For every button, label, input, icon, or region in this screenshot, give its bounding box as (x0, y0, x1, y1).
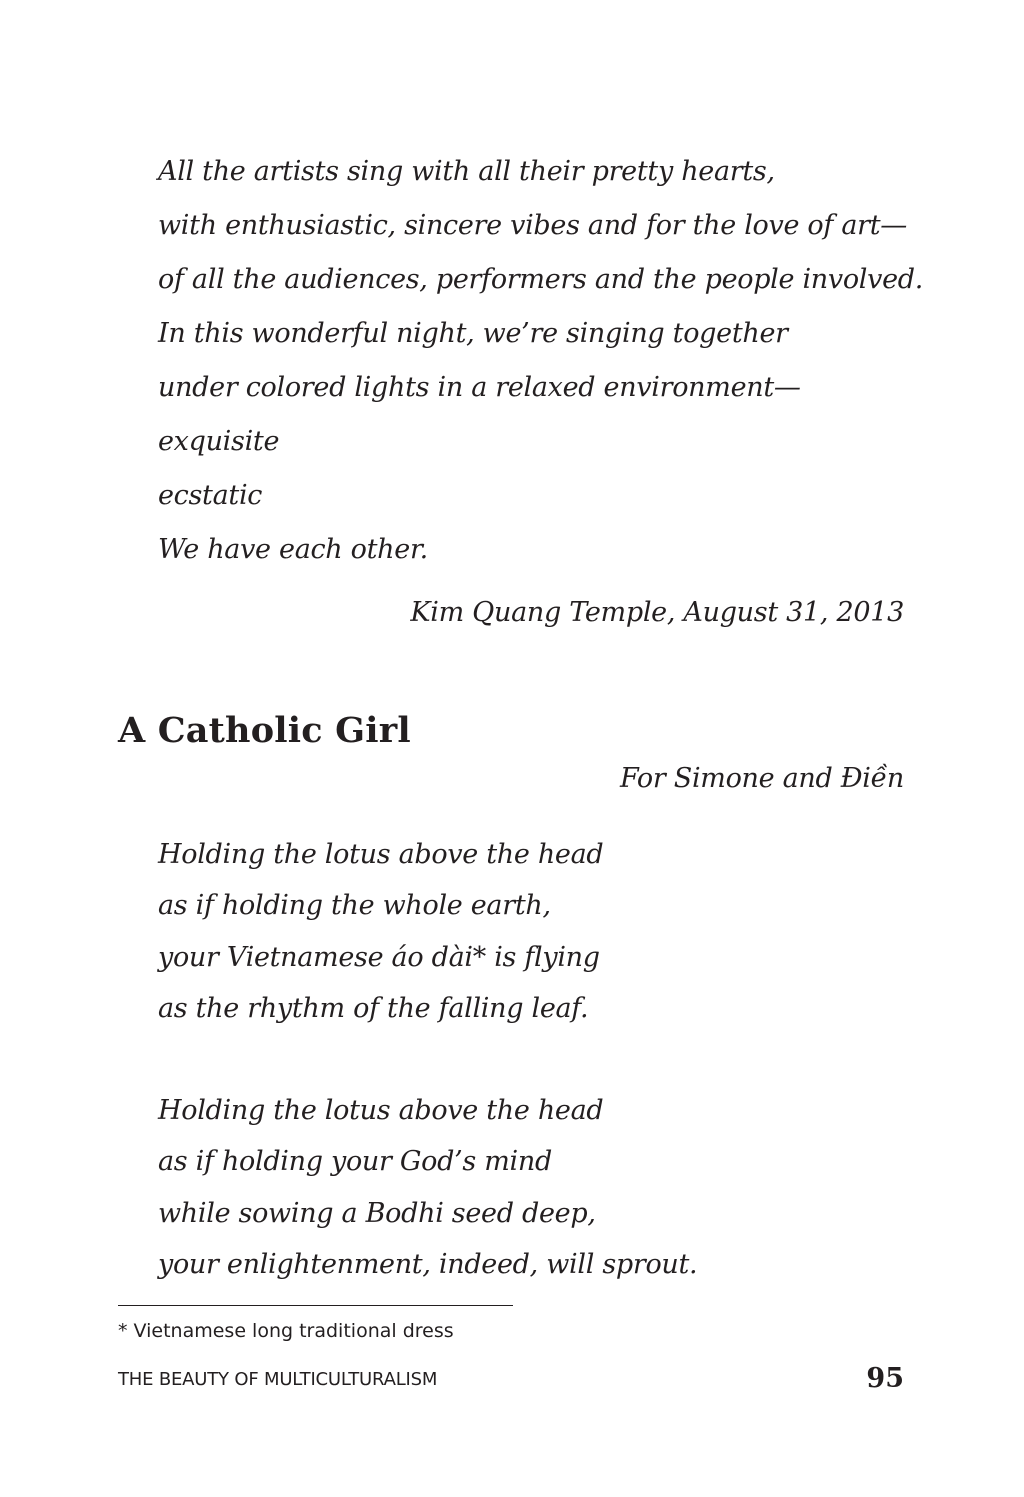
poem-line: Holding the lotus above the head (158, 1095, 604, 1126)
poem-title: A Catholic Girl (118, 710, 411, 751)
poem-dedication: For Simone and Điền (619, 763, 904, 794)
poem-line: In this wonderful night, we’re singing together (158, 318, 788, 349)
poem-stanza-2 (158, 1085, 697, 1290)
poem-line: as if holding the whole earth, (158, 890, 551, 922)
poem-line: under colored lights in a relaxed environment— (158, 372, 801, 403)
poem-line: with enthusiastic, sincere vibes and for the love of art— (158, 210, 907, 241)
poem-stanza-1 (158, 829, 603, 1034)
running-footer-title: THE BEAUTY OF MULTICULTURALISM (118, 1369, 438, 1390)
page-number: 95 (866, 1363, 904, 1394)
poem-line: All the artists sing with all their pretty hearts, (158, 156, 775, 187)
poem-line: exquisite (158, 426, 280, 457)
poem-line: Holding the lotus above the head (158, 839, 604, 870)
poem-line: your Vietnamese áo dài* is flying (158, 941, 600, 973)
poem-line: of all the audiences, performers and the people involved. (158, 264, 924, 295)
poem-place-date: Kim Quang Temple, August 31, 2013 (410, 597, 904, 628)
footnote-divider (118, 1305, 513, 1306)
previous-poem-stanza (158, 145, 923, 577)
poem-line: as the rhythm of the falling leaf. (158, 992, 589, 1024)
poem-line: your enlightenment, indeed, will sprout. (158, 1248, 698, 1280)
poem-line: as if holding your God’s mind (158, 1146, 552, 1178)
poem-line: We have each other. (158, 534, 428, 565)
poem-line: while sowing a Bodhi seed deep, (158, 1197, 596, 1229)
footnote: * Vietnamese long traditional dress (118, 1320, 454, 1342)
poem-line: ecstatic (158, 480, 263, 511)
